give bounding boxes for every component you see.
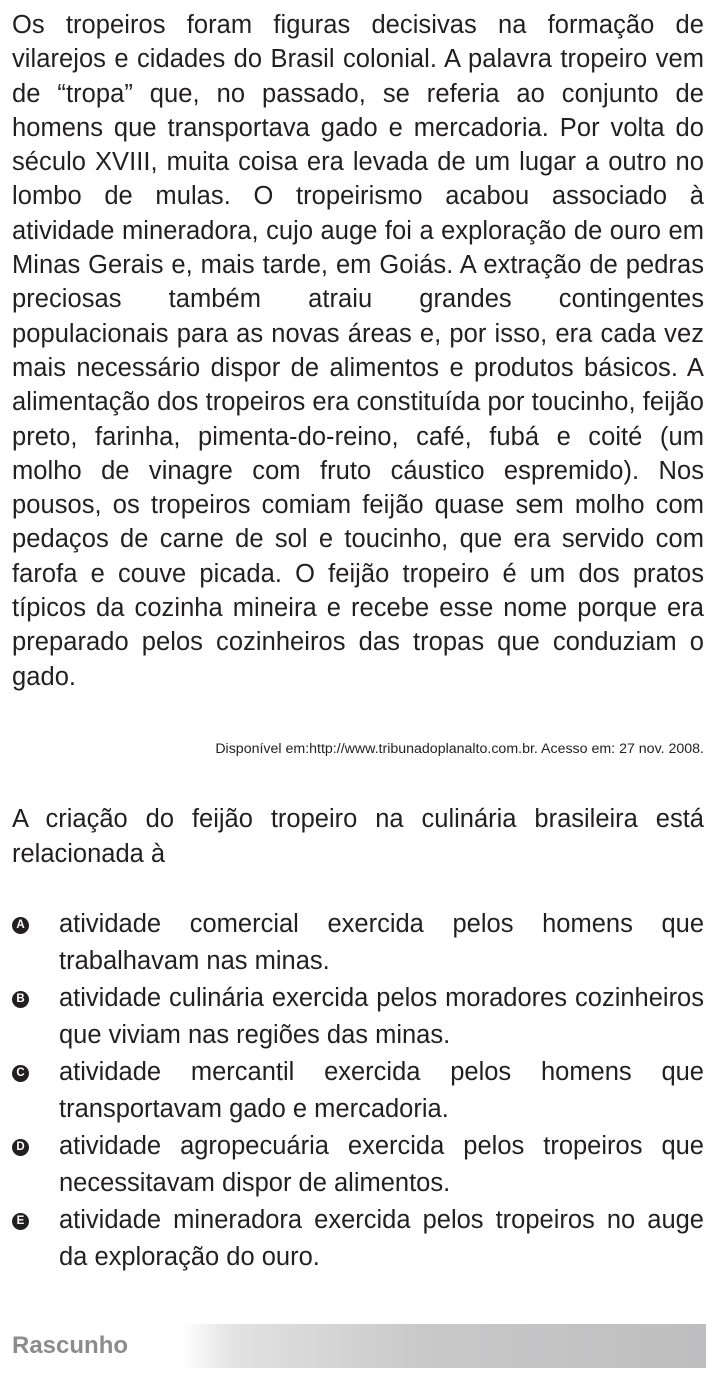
option-b-letter-icon: B [12,991,29,1008]
option-e-text: atividade mineradora exercida pelos tropeiros no auge da exploração do ouro. [59,1206,704,1271]
option-b-text: atividade culinária exercida pelos moradores cozinheiros que viviam nas regiões das minas. [59,984,704,1049]
option-c[interactable] [12,1054,704,1128]
option-c-letter-icon: C [12,1065,29,1082]
option-e-letter-icon: E [12,1213,29,1230]
option-a-letter-icon: A [12,917,29,934]
rascunho-label: Rascunho [12,1332,129,1359]
source-citation: Disponível em:http://www.tribunadoplanalto.com.br. Acesso em: 27 nov. 2008. [215,741,704,757]
rascunho-gradient-bar [182,1324,706,1368]
answer-options [12,906,704,1276]
option-d[interactable] [12,1128,704,1202]
option-a-text: atividade comercial exercida pelos homens que trabalhavam nas minas. [59,910,704,975]
question-stem: A criação do feijão tropeiro na culinária brasileira está relacionada à [12,805,704,868]
option-c-text: atividade mercantil exercida pelos homens que transportavam gado e mercadoria. [59,1058,704,1123]
rascunho-bar [0,1324,706,1368]
option-b[interactable] [12,980,704,1054]
option-a[interactable] [12,906,704,980]
option-d-letter-icon: D [12,1139,29,1156]
option-d-text: atividade agropecuária exercida pelos tropeiros que necessitavam dispor de alimentos. [59,1132,704,1197]
passage-text: Os tropeiros foram figuras decisivas na formação de vilarejos e cidades do Brasil colonial. A palavra tropeiro vem de “tropa” que, no passado, se referia ao conjunto de homens que transportava gado e mercadoria. Por volta do século XVIII, muita coisa era levada de um lugar a outro no lombo de mulas. O tropeirismo acabou associado à atividade mineradora, cujo auge foi a exploração de ouro em Minas Gerais e, mais tarde, em Goiás. A extração de pedras preciosas também atraiu grandes contingentes populacionais para as novas áreas e, por isso, era cada vez mais necessário dispor de alimentos e produtos básicos. A alimentação dos tropeiros era constituída por toucinho, feijão preto, farinha, pimenta-do-reino, café, fubá e coité (um molho de vinagre com fruto cáustico espremido). Nos pousos, os tropeiros comiam feijão quase sem molho com pedaços de carne de sol e toucinho, que era servido com farofa e couve picada. O feijão tropeiro é um dos pratos típicos da cozinha mineira e recebe esse nome porque era preparado pelos cozinheiros das tropas que conduziam o gado. [12,11,705,691]
option-e[interactable] [12,1202,704,1276]
